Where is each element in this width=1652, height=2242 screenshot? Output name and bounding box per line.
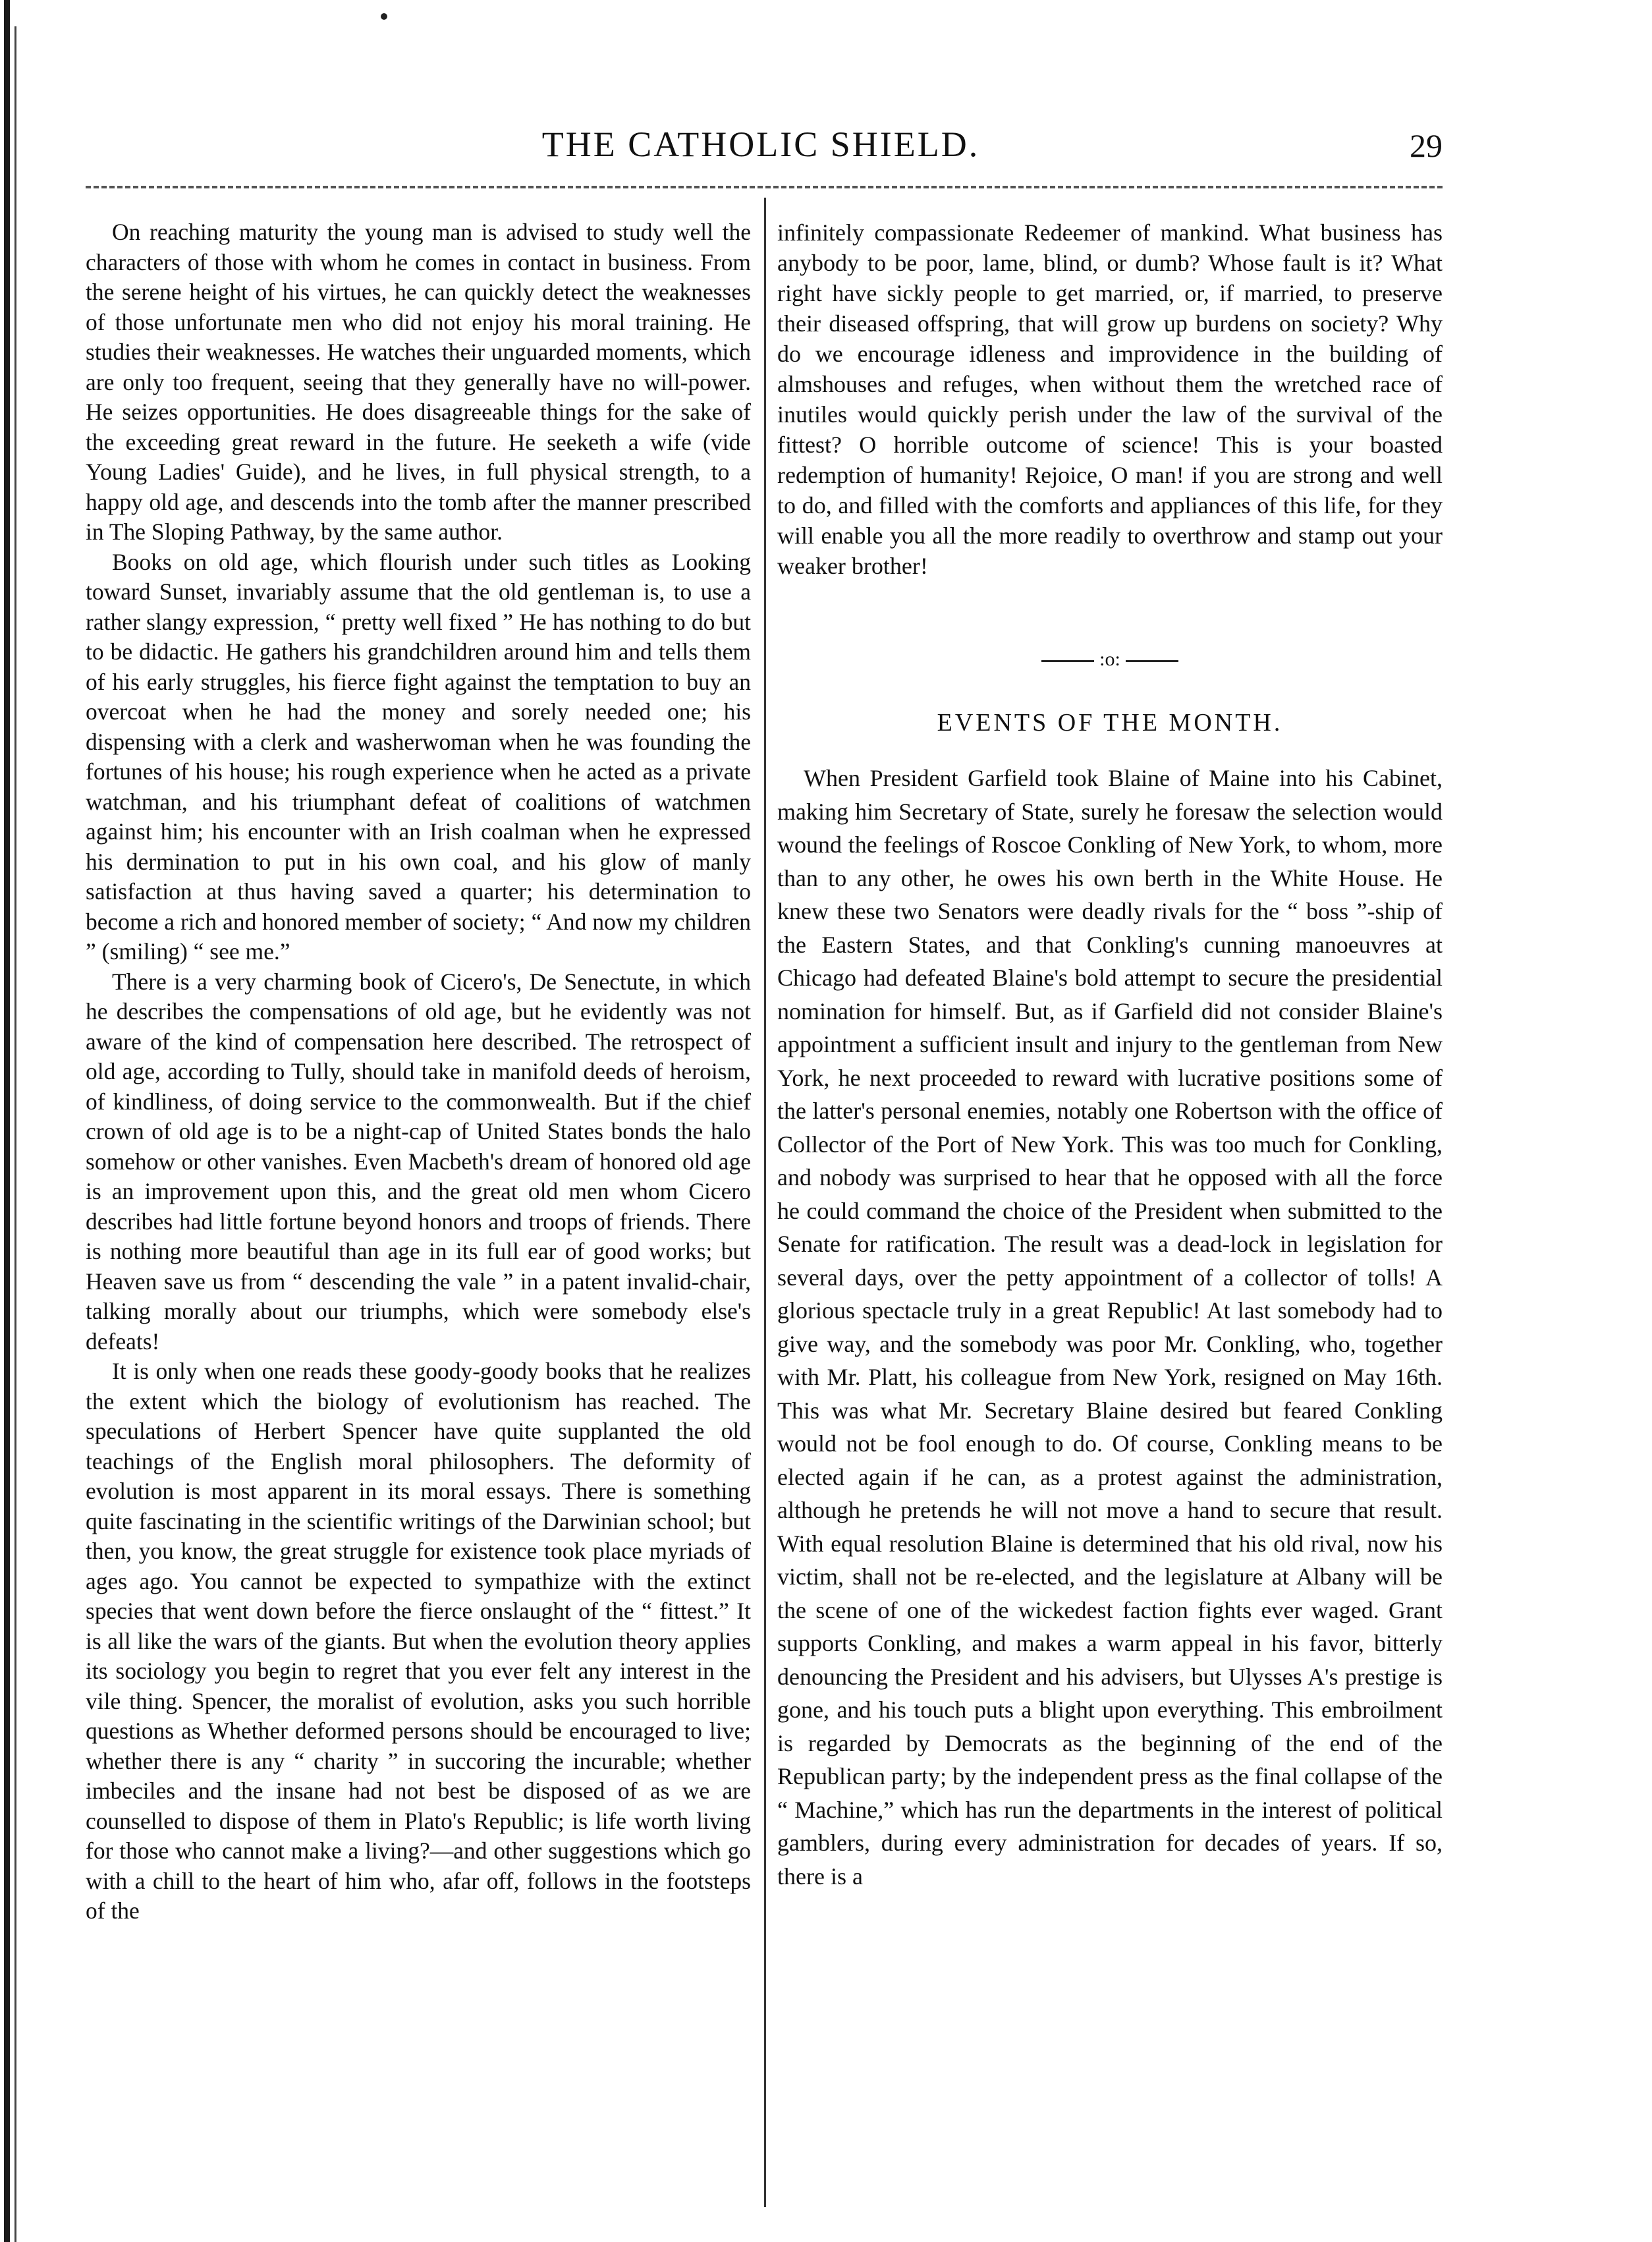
- right-column: [777, 217, 1443, 1893]
- page-edge-binding-rule: [4, 0, 10, 2242]
- paragraph-young-man: On reaching maturity the young man is advised to study well the characters of those with whom he comes in contact in business. From the serene height of his virtues, he can quickly detect the weaknesses of those unfortunate men who did not enjoy his moral training. He studies their weaknesses. He watches their unguarded moments, which are only too frequent, seeing that they generally have no will-power. He seizes opportunities. He does disagreeable things for the sake of the exceeding great reward in the future. He seeketh a wife (vide Young Ladies' Guide), and he lives, in full physical strength, to a happy old age, and descends into the tomb after the manner prescribed in The Sloping Pathway, by the same author.: [86, 219, 751, 545]
- paragraph-old-age-books: Books on old age, which flourish under such titles as Looking toward Sunset, invariably assume that the old gentleman is, to use a rather slangy expression, “ pretty well fixed ” He has nothing to do but to be didactic. He gathers his grandchildren around him and tells them of his early struggles, his fierce fight against the temptation to buy an overcoat when he had the money and sorely needed one; his dispensing with a clerk and washerwoman when he was founding the fortunes of his house; his rough experience when he acted as a private watchman, and his triumphant defeat of coalitions of watchmen against him; his encounter with an Irish coalman when he expressed his dermination to put in his own coal, and his glow of manly satisfaction at thus having saved a quarter; his determination to become a rich and honored member of society; “ And now my children ” (smiling) “ see me.”: [86, 548, 751, 965]
- paragraph-events: When President Garfield took Blaine of Maine into his Cabinet, making him Secretary of State, surely he foresaw the selection would wound the feelings of Roscoe Conkling of New York, to whom, more than to any other, he owes his own berth in the White House. He knew these two Senators were deadly rivals for the “ boss ”-ship of the Eastern States, and that Conkling's cunning manoeuvres at Chicago had defeated Blaine's bold attempt to secure the presidential nomination for himself. But, as if Garfield did not consider Blaine's appointment a sufficient insult and injury to the gentleman from New York, he next proceeded to reward with lucrative positions some of the latter's personal enemies, notably one Robertson with the office of Collector of the Port of New York. This was too much for Conkling, and nobody was surprised to hear that he opposed with all the force he could command the choice of the President when submitted to the Senate for ratification. The result was a dead-lock in legislation for several days, over the petty appointment of a collector of tolls! A glorious spectacle truly in a great Republic! At last somebody had to give way, and the somebody was poor Mr. Conkling, who, together with Mr. Platt, his colleague from New York, resigned on May 16th. This was what Mr. Secretary Blaine desired but feared Conkling would not be fool enough to do. Of course, Conkling means to be elected again if he can, as a protest against the administration, although he pretends he will not move a hand to secure that result. With equal resolution Blaine is determined that his old rival, now his victim, shall not be re-elected, and the legislature at Albany will be the scene of one of the wickedest faction fights ever waged. Grant supports Conkling, and makes a warm appeal in his favor, bitterly denouncing the President and his advisers, but Ulysses A's prestige is gone, and his touch puts a blight upon everything. This embroilment is regarded by Democrats as the beginning of the end of the Republican party; by the independent press as the final collapse of the “ Machine,” which has run the departments in the interest of political gamblers, during every administration for decades of years. If so, there is a: [777, 765, 1443, 1890]
- separator-line-left: [1041, 660, 1094, 662]
- paragraph-continuation: infinitely compassionate Redeemer of mankind. What business has anybody to be poor, lame, blind, or dumb? Whose fault is it? What right have sickly people to get married, or, if married, to preserve their diseased offspring, that will grow up burdens on society? Why do we encourage idleness and improvidence in the building of almshouses and refuges, when without them the wretched race of inutiles would quickly perish under the law of the survival of the fittest? O horrible outcome of science! This is your boasted redemption of humanity! Rejoice, O man! if you are strong and well to do, and filled with the comforts and appliances of this life, for they will enable you all the more readily to overthrow and stamp out your weaker brother!: [777, 219, 1443, 579]
- column-divider: [764, 198, 766, 2207]
- paragraph-evolutionism: It is only when one reads these goody-goody books that he realizes the extent which the biology of evolutionism has reached. The speculations of Herbert Spencer have quite supplanted the old teachings of the English moral philosophers. The deformity of evolution is most apparent in its moral essays. There is something quite fascinating in the scientific writings of the Darwinian school; but then, you know, the great struggle for existence took place myriads of ages ago. You cannot be expected to sympathize with the extinct species that went down before the fierce onslaught of the “ fittest.” It is all like the wars of the giants. But when the evolution theory applies its sociology you begin to regret that you ever felt any interest in the vile thing. Spencer, the moralist of evolution, asks you such horrible questions as Whether deformed persons should be encouraged to live; whether there is any “ charity ” in succoring the incurable; whether imbeciles and the insane had not best be disposed of as we are counselled to dispose of them in Plato's Republic; is life worth living for those who cannot make a living?—and other suggestions which go with a chill to the heart of him who, afar off, follows in the footsteps of the: [86, 1358, 751, 1924]
- page-edge-shadow-rule: [14, 26, 16, 2242]
- header-rule: [86, 186, 1443, 188]
- ink-speck: [381, 13, 387, 20]
- page-header: [79, 124, 1443, 177]
- section-heading: EVENTS OF THE MONTH.: [937, 709, 1283, 737]
- page-number: 29: [1410, 127, 1443, 164]
- page-title: THE CATHOLIC SHIELD.: [541, 125, 980, 164]
- separator-mark: :o:: [1099, 648, 1120, 670]
- left-column: [86, 217, 751, 1926]
- section-separator: [777, 644, 1443, 675]
- separator-line-right: [1126, 660, 1178, 662]
- paragraph-cicero: There is a very charming book of Cicero's, De Senectute, in which he describes the compensations of old age, but he evidently was not aware of the kind of compensation here described. The retrospect of old age, according to Tully, should take in manifold deeds of heroism, of kindliness, of doing service to the commonwealth. But if the chief crown of old age is to be a night-cap of United States bonds the halo somehow or other vanishes. Even Macbeth's dream of honored old age is an improvement upon this, and the great old men whom Cicero describes had little fortune beyond honors and troops of friends. There is nothing more beautiful than age in its full ear of good works; but Heaven save us from “ descending the vale ” in a patent invalid-chair, talking morally about our triumphs, which were somebody else's defeats!: [86, 968, 751, 1355]
